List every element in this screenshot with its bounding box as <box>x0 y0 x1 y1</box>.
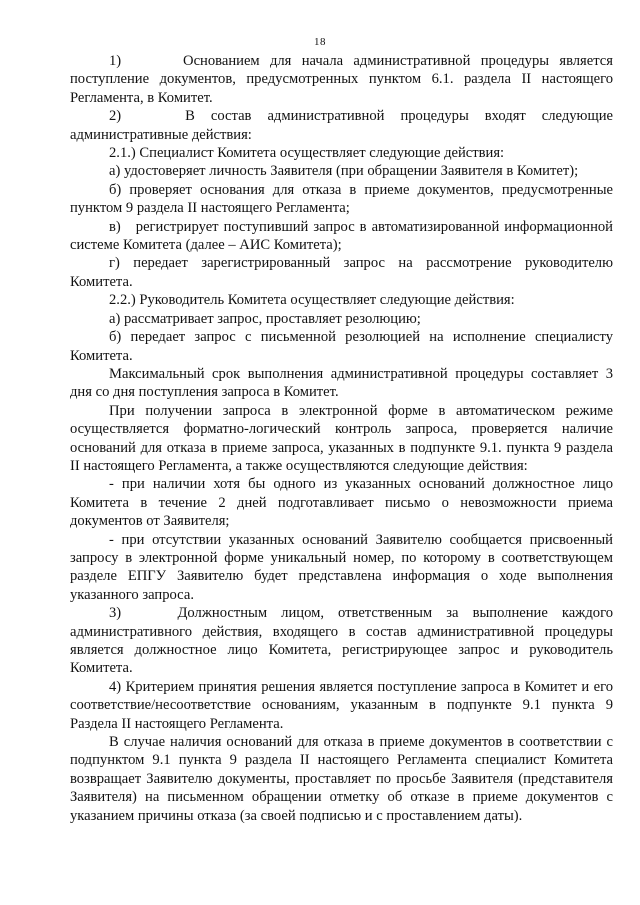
paragraph-2-1: 2.1.) Специалист Комитета осуществляет следующие действия: <box>109 145 505 162</box>
paragraph-2-1-g: г) передает зарегистрированный запрос на рассмотрение руководителю Комитета. <box>70 255 613 290</box>
paragraph-4: 4) Критерием принятия решения является поступление запроса в Комитет и его соответствие/несоответствие основаниям, указанным в подпункте 9.1 пункта 9 Раздела II настоящего Регламента. <box>70 678 613 732</box>
page-number: 18 <box>314 36 326 48</box>
paragraph-1: 1) Основанием для начала административной процедуры является поступление документов, предусмотренных пунктом 6.1. раздела II настоящего Регламента, в Комитет. <box>70 53 613 106</box>
paragraph-2-2-b: б) передает запрос с письменной резолюцией на исполнение специалисту Комитета. <box>70 329 613 364</box>
paragraph-bullet-grounds-absent: - при отсутствии указанных оснований Заявителю сообщается присвоенный запросу в электронной форме уникальный номер, по которому в соответствующем разделе ЕПГУ Заявителю будет представлена информация о ходе выполнения указанного запроса. <box>70 531 613 603</box>
paragraph-2-2: 2.2.) Руководитель Комитета осуществляет следующие действия: <box>109 292 515 309</box>
document-body <box>70 52 613 825</box>
paragraph-3: 3) Должностным лицом, ответственным за выполнение каждого административного действия, входящего в состав административной процедуры является должностное лицо Комитета, регистрирующее запрос и руководитель Комитета. <box>70 605 613 677</box>
paragraph-2-1-b: б) проверяет основания для отказа в приеме документов, предусмотренные пунктом 9 раздела II настоящего Регламента; <box>70 181 613 217</box>
paragraph-2-1-a: а) удостоверяет личность Заявителя (при обращении Заявителя в Комитет); <box>109 163 579 180</box>
paragraph-2-2-a: а) рассматривает запрос, проставляет резолюцию; <box>109 310 421 327</box>
paragraph-bullet-grounds-present: - при наличии хотя бы одного из указанных оснований должностное лицо Комитета в течение 2 дней подготавливает письмо о невозможности приема документов от Заявителя; <box>70 476 613 530</box>
paragraph-2-1-v: в) регистрирует поступивший запрос в автоматизированной информационной системе Комитета (далее – АИС Комитета); <box>70 218 613 254</box>
paragraph-refusal: В случае наличия оснований для отказа в приеме документов в соответствии с подпунктом 9.1 пункта 9 раздела II настоящего Регламента специалист Комитета возвращает Заявителю документы, проставляет по просьбе Заявителя (представителя Заявителя) на письменном обращении отметку об отказе в приеме документов с указанием причины отказа (за своей подписью и с проставлением даты). <box>70 734 613 824</box>
paragraph-2: 2) В состав административной процедуры входят следующие административные действия: <box>70 108 613 143</box>
paragraph-electronic-request: При получении запроса в электронной форме в автоматическом режиме осуществляется форматно-логический контроль запроса, проверяется наличие оснований для отказа в приеме запроса, указанных в подпункте 9.1. пункта 9 раздела II настоящего Регламента, а также осуществляются следующие действия: <box>70 402 613 474</box>
paragraph-max-term: Максимальный срок выполнения административной процедуры составляет 3 дня со дня поступления запроса в Комитет. <box>70 365 613 401</box>
